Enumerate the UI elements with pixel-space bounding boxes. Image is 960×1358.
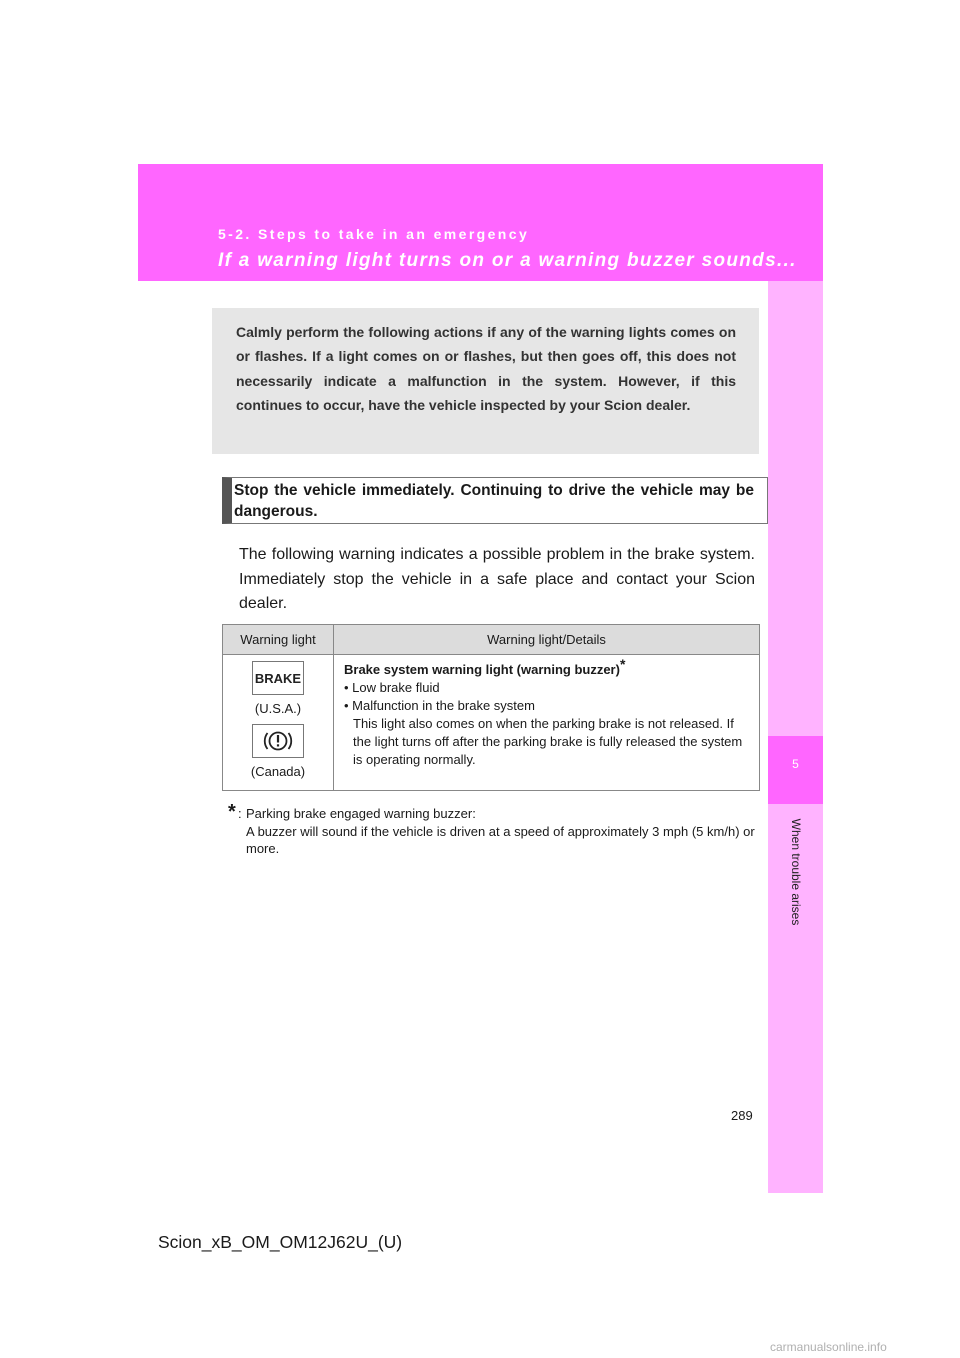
warning-details-cell bbox=[334, 655, 760, 791]
watermark: carmanualsonline.info bbox=[770, 1340, 887, 1354]
detail-bullet-malfunction: • Malfunction in the brake system bbox=[344, 698, 535, 713]
region-usa: (U.S.A.) bbox=[254, 701, 302, 716]
region-canada: (Canada) bbox=[250, 764, 306, 779]
column-header-warning-light: Warning light bbox=[223, 625, 334, 655]
detail-bullet-low-fluid: • Low brake fluid bbox=[344, 680, 440, 695]
footnote-text: A buzzer will sound if the vehicle is driven at a speed of approximately 3 mph (5 km/h) or more. bbox=[246, 823, 755, 856]
intro-text: Calmly perform the following actions if any of the warning lights comes on or flashes. If a light comes on or flashes, but then goes off, this does not necessarily indicate a malfunction in the system. However, if this continues to occur, have the vehicle inspected by your Scion dealer. bbox=[236, 324, 736, 414]
footnote bbox=[228, 801, 758, 858]
brake-icon-text: BRAKE bbox=[254, 671, 302, 686]
warning-light-cell bbox=[223, 655, 334, 791]
document-code: Scion_xB_OM_OM12J62U_(U) bbox=[158, 1232, 403, 1252]
body-text: The following warning indicates a possible problem in the brake system. Immediately stop the vehicle in a safe place and contact your Scion dealer. bbox=[239, 546, 755, 612]
brake-exclamation-icon bbox=[252, 724, 304, 758]
brake-text-icon bbox=[254, 666, 302, 690]
detail-note: This light also comes on when the parking brake is not released. If the light turns off after the parking brake is fully released the system is operating normally. bbox=[353, 716, 743, 767]
warning-title-text: Brake system warning light (warning buzzer) bbox=[344, 662, 620, 677]
warning-details-title bbox=[344, 656, 749, 679]
footnote-star: * bbox=[228, 801, 236, 823]
chapter-title: When trouble arises bbox=[789, 818, 803, 926]
warning-light-table bbox=[222, 624, 760, 791]
column-header-details: Warning light/Details bbox=[334, 625, 760, 655]
chapter-number: 5 bbox=[792, 757, 799, 771]
brake-warning-icon bbox=[252, 661, 304, 695]
alert-text: Stop the vehicle immediately. Continuing to drive the vehicle may be dangerous. bbox=[234, 482, 754, 520]
table-header-row bbox=[223, 625, 760, 655]
section-label: 5-2. Steps to take in an emergency bbox=[218, 226, 530, 242]
footnote-title: Parking brake engaged warning buzzer: bbox=[246, 806, 476, 821]
table-row bbox=[223, 655, 760, 791]
footnote-mark: * bbox=[619, 656, 626, 673]
footnote-colon: : bbox=[238, 806, 242, 821]
page-title: If a warning light turns on or a warning buzzer sounds... bbox=[218, 250, 797, 271]
exclamation-circle-icon bbox=[258, 726, 298, 756]
page-number: 289 bbox=[731, 1108, 753, 1123]
